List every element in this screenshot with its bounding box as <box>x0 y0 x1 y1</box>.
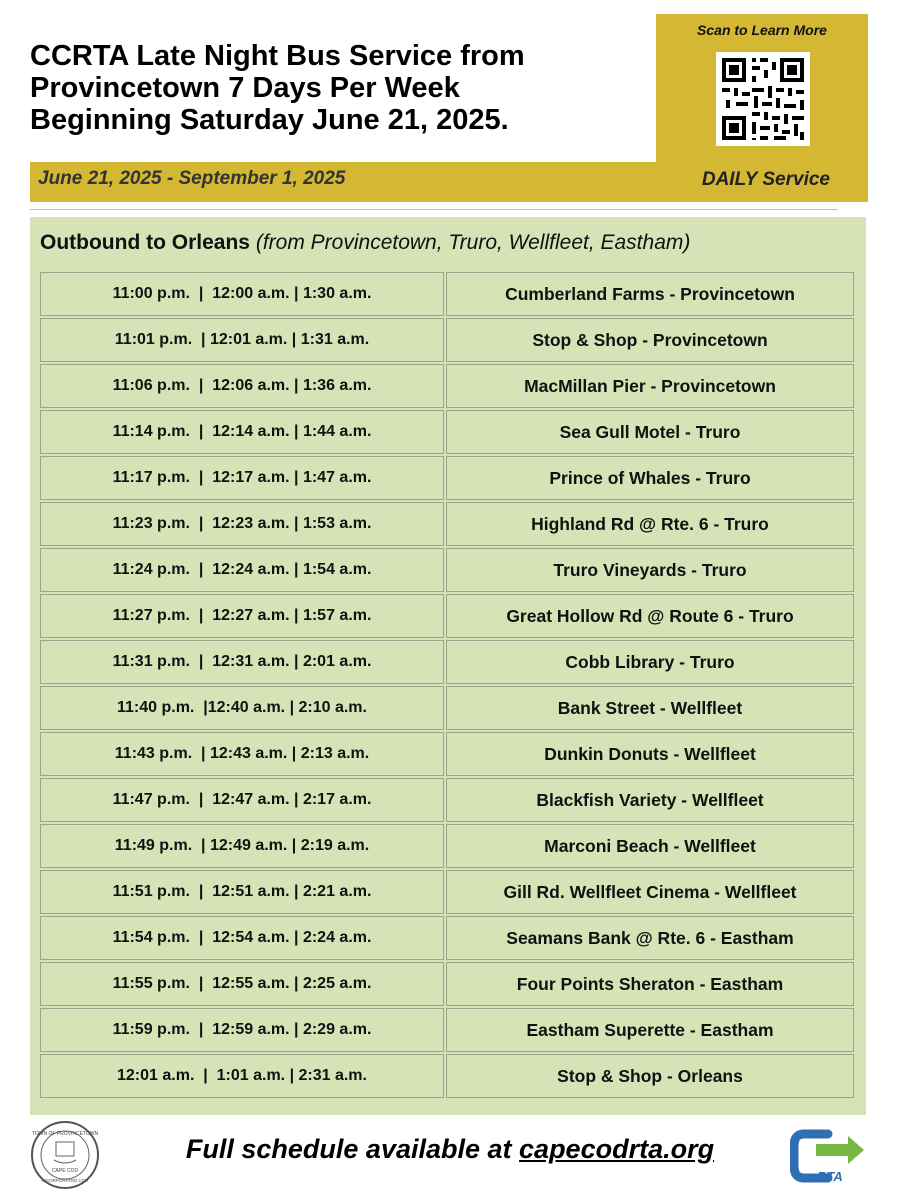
footer <box>0 1134 900 1165</box>
departure-times: 11:17 p.m. | 12:17 a.m. | 1:47 a.m. <box>40 456 444 500</box>
schedule-row <box>40 1054 854 1098</box>
schedule-row <box>40 364 854 408</box>
departure-times: 11:55 p.m. | 12:55 a.m. | 2:25 a.m. <box>40 962 444 1006</box>
stop-name: MacMillan Pier - Provincetown <box>446 364 854 408</box>
stop-name: Blackfish Variety - Wellfleet <box>446 778 854 822</box>
schedule-row <box>40 410 854 454</box>
stop-name: Seamans Bank @ Rte. 6 - Eastham <box>446 916 854 960</box>
section-title <box>40 231 690 255</box>
stop-name: Gill Rd. Wellfleet Cinema - Wellfleet <box>446 870 854 914</box>
seal-text-middle: CAPE COD <box>51 1168 79 1174</box>
departure-times: 11:54 p.m. | 12:54 a.m. | 2:24 a.m. <box>40 916 444 960</box>
seal-text-top: TOWN OF PROVINCETOWN <box>31 1131 99 1137</box>
stop-name: Stop & Shop - Provincetown <box>446 318 854 362</box>
qr-code[interactable] <box>716 52 810 146</box>
schedule-row <box>40 686 854 730</box>
stop-name: Truro Vineyards - Truro <box>446 548 854 592</box>
service-type: DAILY Service <box>701 169 830 190</box>
title-line-1: CCRTA Late Night Bus Service from <box>30 40 525 72</box>
qr-code-icon <box>716 52 810 146</box>
departure-times: 11:23 p.m. | 12:23 a.m. | 1:53 a.m. <box>40 502 444 546</box>
departure-times: 11:01 p.m. | 12:01 a.m. | 1:31 a.m. <box>40 318 444 362</box>
schedule-row <box>40 778 854 822</box>
footer-text: Full schedule available at <box>185 1134 512 1164</box>
schedule-row <box>40 640 854 684</box>
stop-name: Dunkin Donuts - Wellfleet <box>446 732 854 776</box>
schedule-panel <box>30 217 866 1115</box>
departure-times: 11:06 p.m. | 12:06 a.m. | 1:36 a.m. <box>40 364 444 408</box>
schedule-row <box>40 594 854 638</box>
stop-name: Cumberland Farms - Provincetown <box>446 272 854 316</box>
schedule-row <box>40 502 854 546</box>
seal-text-bottom: INCORPORATED 1727 <box>41 1178 89 1183</box>
date-band <box>30 162 656 202</box>
departure-times: 11:27 p.m. | 12:27 a.m. | 1:57 a.m. <box>40 594 444 638</box>
date-range: June 21, 2025 - September 1, 2025 <box>38 168 346 189</box>
qr-panel <box>656 14 868 202</box>
section-title-bold: Outbound to Orleans <box>40 231 250 254</box>
footer-link[interactable]: capecodrta.org <box>519 1134 715 1164</box>
title-line-3: Beginning Saturday June 21, 2025. <box>30 104 509 136</box>
schedule-row <box>40 824 854 868</box>
stop-name: Sea Gull Motel - Truro <box>446 410 854 454</box>
ccrta-logo-icon <box>790 1126 868 1186</box>
departure-times: 11:00 p.m. | 12:00 a.m. | 1:30 a.m. <box>40 272 444 316</box>
schedule-row <box>40 318 854 362</box>
departure-times: 11:47 p.m. | 12:47 a.m. | 2:17 a.m. <box>40 778 444 822</box>
departure-times: 11:31 p.m. | 12:31 a.m. | 2:01 a.m. <box>40 640 444 684</box>
stop-name: Bank Street - Wellfleet <box>446 686 854 730</box>
stop-name: Prince of Whales - Truro <box>446 456 854 500</box>
schedule-row <box>40 1008 854 1052</box>
departure-times: 12:01 a.m. | 1:01 a.m. | 2:31 a.m. <box>40 1054 444 1098</box>
schedule-row <box>40 732 854 776</box>
section-title-italic: (from Provincetown, Truro, Wellfleet, Eastham) <box>255 231 691 254</box>
schedule-row <box>40 870 854 914</box>
stop-name: Highland Rd @ Rte. 6 - Truro <box>446 502 854 546</box>
stop-name: Cobb Library - Truro <box>446 640 854 684</box>
schedule-row <box>40 916 854 960</box>
stop-name: Eastham Superette - Eastham <box>446 1008 854 1052</box>
departure-times: 11:40 p.m. |12:40 a.m. | 2:10 a.m. <box>40 686 444 730</box>
departure-times: 11:49 p.m. | 12:49 a.m. | 2:19 a.m. <box>40 824 444 868</box>
stop-name: Four Points Sheraton - Eastham <box>446 962 854 1006</box>
departure-times: 11:14 p.m. | 12:14 a.m. | 1:44 a.m. <box>40 410 444 454</box>
schedule-row <box>40 272 854 316</box>
stop-name: Stop & Shop - Orleans <box>446 1054 854 1098</box>
schedule-row <box>40 548 854 592</box>
qr-caption: Scan to Learn More <box>697 22 827 38</box>
schedule-row <box>40 962 854 1006</box>
stop-name: Marconi Beach - Wellfleet <box>446 824 854 868</box>
page-title <box>30 40 650 136</box>
schedule-row <box>40 456 854 500</box>
departure-times: 11:51 p.m. | 12:51 a.m. | 2:21 a.m. <box>40 870 444 914</box>
ccrta-logo <box>790 1126 868 1186</box>
departure-times: 11:43 p.m. | 12:43 a.m. | 2:13 a.m. <box>40 732 444 776</box>
divider <box>30 209 838 210</box>
logo-text: RTA <box>817 1169 843 1184</box>
departure-times: 11:59 p.m. | 12:59 a.m. | 2:29 a.m. <box>40 1008 444 1052</box>
schedule-table <box>38 270 856 1100</box>
departure-times: 11:24 p.m. | 12:24 a.m. | 1:54 a.m. <box>40 548 444 592</box>
title-line-2: Provincetown 7 Days Per Week <box>30 72 460 104</box>
stop-name: Great Hollow Rd @ Route 6 - Truro <box>446 594 854 638</box>
